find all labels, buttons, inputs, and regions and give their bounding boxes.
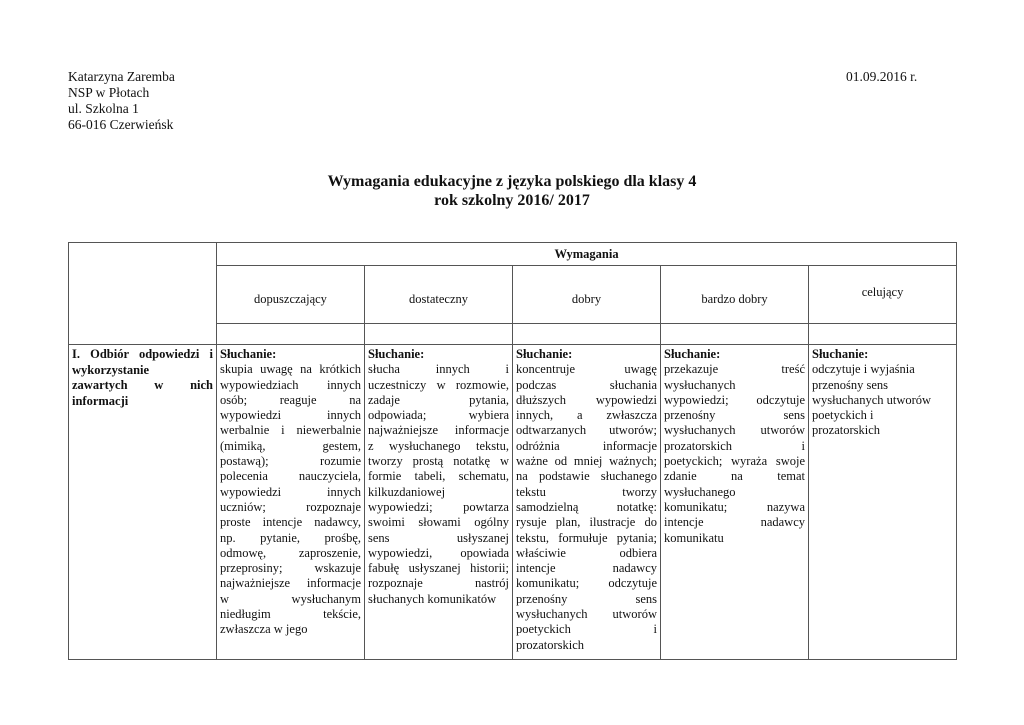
cell-heading: Słuchanie:	[812, 347, 869, 361]
cell-line: przekazuje treść	[664, 362, 805, 377]
cell-line: skupia uwagę na krótkich	[220, 362, 361, 377]
cell-line: komunikatu	[664, 530, 724, 545]
cell-line: zwłaszcza w jego	[220, 622, 308, 637]
cell-line: odtwarzanych utworów;	[516, 423, 657, 438]
cell-line: intencje nadawcy	[664, 515, 805, 530]
cell-line: ważne od mniej ważnych;	[516, 454, 657, 469]
cell-heading: Słuchanie:	[664, 347, 721, 361]
level-header-dostateczny	[365, 266, 513, 324]
cell-line: najważniejsze informacje	[368, 423, 509, 438]
cell-line: słucha innych i	[368, 362, 509, 377]
level-header-bardzo-dobry	[661, 266, 809, 324]
cell-line: wypowiedzi, opowiada	[368, 545, 509, 560]
cell-line: komunikatu; nazywa	[664, 499, 805, 514]
cell-line: kilkuzdaniowej	[368, 484, 446, 499]
cell-line: najważniejsze informacje	[220, 576, 361, 591]
cell-line: intencje nadawcy	[516, 561, 657, 576]
level-label: celujący	[861, 285, 904, 299]
cell-line: prozatorskich	[812, 423, 881, 438]
cell-line: polecenia nauczyciela,	[220, 469, 361, 484]
requirement-cell-bardzo-dobry	[661, 345, 809, 660]
cell-line: poetyckich i	[812, 408, 874, 423]
cell-line: wysłuchanych utworów	[664, 423, 805, 438]
cell-line: wypowiedziach innych	[220, 377, 361, 392]
cell-line: wypowiedzi innych	[220, 484, 361, 499]
cell-line: osób; reaguje na	[220, 392, 361, 407]
cell-line: tworzy prostą notatkę w	[368, 454, 509, 469]
cell-line: formie tabeli, schematu,	[368, 469, 509, 484]
cell-line: proste intencje nadawcy,	[220, 515, 361, 530]
cell-line: podczas słuchania	[516, 377, 657, 392]
cell-line: przenośny sens	[664, 408, 805, 423]
cell-line: wypowiedzi; odczytuje	[664, 392, 805, 407]
cell-line: zdanie na temat	[664, 469, 805, 484]
cell-line: koncentruje uwagę	[516, 362, 657, 377]
level-header-dobry	[513, 266, 661, 324]
cell-line: samodzielną notatkę:	[516, 499, 657, 514]
cell-line: wysłuchanych	[664, 377, 736, 392]
level-label: bardzo dobry	[701, 292, 768, 306]
cell-line: przenośny sens	[812, 377, 889, 392]
cell-line: odczytuje i wyjaśnia	[812, 362, 915, 377]
document-date: 01.09.2016 r.	[846, 69, 918, 84]
topic-line: informacji	[72, 393, 129, 408]
cell-line: odpowiada; wybiera	[368, 408, 509, 423]
cell-line: tekstu, formułuje pytania;	[516, 530, 657, 545]
address-line: NSP w Płotach	[68, 85, 150, 100]
cell-line: werbalnie i niewerbalnie	[220, 423, 361, 438]
spacer-cell	[809, 324, 957, 345]
requirements-table	[68, 242, 957, 660]
cell-line: niedługim tekście,	[220, 607, 361, 622]
author-address	[68, 69, 175, 133]
cell-line: zadaje pytania,	[368, 392, 509, 407]
title-line-1: Wymagania edukacyjne z języka polskiego dla klasy 4	[327, 173, 697, 190]
spacer-cell	[513, 324, 661, 345]
cell-line: wysłuchanych utworów	[812, 392, 932, 407]
cell-line: innych, a zwłaszcza	[516, 408, 657, 423]
cell-line: odmowę, zaproszenie,	[220, 545, 361, 560]
address-line: Katarzyna Zaremba	[68, 69, 175, 84]
cell-line: uczestniczy w rozmowie,	[368, 377, 509, 392]
spacer-cell	[661, 324, 809, 345]
level-label: dostateczny	[408, 292, 468, 306]
cell-heading: Słuchanie:	[368, 347, 425, 361]
cell-line: właściwie odbiera	[516, 545, 657, 560]
cell-line: np. pytanie, prośbę,	[220, 530, 361, 545]
requirement-cell-dobry	[513, 345, 661, 660]
title-line-2: rok szkolny 2016/ 2017	[434, 192, 590, 209]
cell-line: poetyckich; wyraża swoje	[664, 454, 805, 469]
cell-line: wysłuchanych utworów	[516, 607, 657, 622]
cell-line: postawą); rozumie	[220, 454, 361, 469]
requirement-cell-dostateczny	[365, 345, 513, 660]
requirement-cell-celujacy	[809, 345, 957, 660]
address-line: ul. Szkolna 1	[68, 101, 139, 116]
cell-line: swoimi słowami ogólny	[368, 515, 509, 530]
level-label: dopuszczający	[254, 292, 327, 306]
cell-heading: Słuchanie:	[220, 347, 277, 361]
level-header-celujacy	[809, 266, 957, 324]
cell-line: rozpoznaje nastrój	[368, 576, 509, 591]
level-label: dobry	[571, 292, 602, 306]
cell-line: przeprosiny; wskazuje	[220, 561, 361, 576]
topic-line: zawartych w nich	[72, 378, 213, 392]
spacer-cell	[217, 324, 365, 345]
cell-line: (mimiką, gestem,	[220, 438, 361, 453]
requirement-cell-dopuszczajacy	[217, 345, 365, 660]
cell-line: uczniów; rozpoznaje	[220, 499, 361, 514]
topic-cell	[69, 345, 217, 660]
cell-line: słuchanych komunikatów	[368, 591, 497, 606]
level-header-dopuszczajacy	[217, 266, 365, 324]
cell-line: w wysłuchanym	[220, 591, 361, 606]
cell-line: fabułę usłyszanej historii;	[368, 561, 509, 576]
cell-line: rysuje plan, ilustracje do	[516, 515, 657, 530]
topic-line: I. Odbiór odpowiedzi i	[72, 347, 213, 361]
cell-line: komunikatu; odczytuje	[516, 576, 657, 591]
cell-line: odróżnia informacje	[516, 438, 657, 453]
cell-line: wypowiedzi innych	[220, 408, 361, 423]
cell-line: prozatorskich	[516, 637, 585, 652]
cell-line: na podstawie słuchanego	[516, 469, 657, 484]
cell-line: prozatorskich i	[664, 438, 805, 453]
address-line: 66-016 Czerwieńsk	[68, 117, 174, 132]
cell-line: poetyckich i	[516, 622, 657, 637]
cell-line: dłuższych wypowiedzi	[516, 392, 657, 407]
cell-line: wysłuchanego	[664, 484, 736, 499]
cell-line: z wysłuchanego tekstu,	[368, 438, 509, 453]
topic-line: wykorzystanie	[72, 362, 150, 377]
cell-line: wypowiedzi; powtarza	[368, 499, 509, 514]
spacer-cell	[365, 324, 513, 345]
cell-line: przenośny sens	[516, 591, 657, 606]
cell-line: tekstu tworzy	[516, 484, 657, 499]
topic-header-cell	[69, 243, 217, 345]
document-title	[0, 172, 1024, 210]
group-header: Wymagania	[217, 243, 957, 266]
cell-line: sens usłyszanej	[368, 530, 509, 545]
cell-heading: Słuchanie:	[516, 347, 573, 361]
